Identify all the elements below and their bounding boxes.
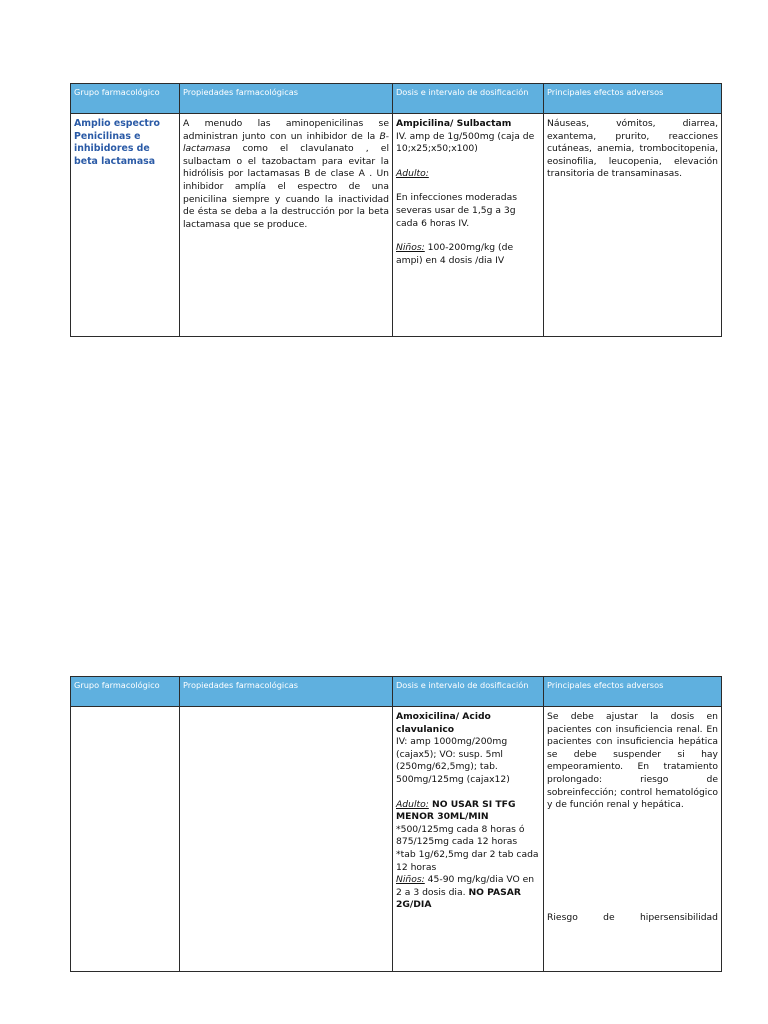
adult-dose-1: *500/125mg cada 8 horas ó 875/125mg cada 12 horas bbox=[396, 823, 525, 848]
cell-dosis bbox=[393, 707, 544, 972]
header-grupo: Grupo farmacológico bbox=[71, 677, 180, 707]
header-grupo: Grupo farmacológico bbox=[71, 84, 180, 114]
cell-grupo bbox=[71, 114, 180, 337]
table-header-row bbox=[71, 677, 722, 707]
kids-warning: NO PASAR 2G/DIA bbox=[396, 886, 521, 911]
drug-table-2 bbox=[70, 676, 722, 972]
adult-label: Adulto: bbox=[396, 798, 429, 810]
efectos-text: Se debe ajustar la dosis en pacientes con insuficiencia renal. En pacientes con insuficiencia hepática se debe suspender si hay empeoramiento. En tratamiento prolongado: riesgo de sobreinfección; control hematológico y de función renal y hepática. bbox=[547, 711, 718, 811]
drug-name: Amoxicilina/ Acido clavulanico bbox=[396, 711, 491, 735]
cell-propiedades bbox=[180, 114, 393, 337]
kids-dose bbox=[396, 874, 540, 912]
adult-dose: En infecciones moderadas severas usar de 1,5g a 3g cada 6 horas IV. bbox=[396, 192, 517, 229]
header-efectos: Principales efectos adversos bbox=[544, 677, 722, 707]
kids-dose-text: 100-200mg/kg (de ampi) en 4 dosis /dia IV bbox=[396, 242, 514, 266]
efectos-text: Náuseas, vómitos, diarrea, exantema, prurito, reacciones cutáneas, anemia, trombocitopenia, eosinofilia, leucopenia, elevación transitoria de transaminasas. bbox=[547, 118, 718, 180]
header-efectos: Principales efectos adversos bbox=[544, 84, 722, 114]
table-row bbox=[71, 114, 722, 337]
kids-label: Niños: bbox=[396, 242, 425, 254]
table-header-row bbox=[71, 84, 722, 114]
drug-table-1 bbox=[70, 83, 722, 337]
adult-warning-text: NO USAR SI TFG MENOR 30ML/MIN bbox=[396, 798, 516, 823]
header-propiedades: Propiedades farmacológicas bbox=[180, 677, 393, 707]
drug-presentation: IV. amp de 1g/500mg (caja de 10;x25;x50;x100) bbox=[396, 130, 535, 155]
cell-propiedades-empty bbox=[180, 707, 393, 972]
drug-name: Ampicilina/ Sulbactam bbox=[396, 118, 512, 129]
cell-grupo-empty bbox=[71, 707, 180, 972]
cell-efectos bbox=[544, 707, 722, 972]
drug-presentation: IV: amp 1000mg/200mg (cajax5); VO: susp. 5ml (250mg/62,5mg); tab. 500mg/125mg (cajax12) bbox=[396, 736, 510, 785]
propiedades-italic: B- lactamasa bbox=[183, 130, 389, 155]
adult-label: Adulto: bbox=[396, 167, 429, 179]
adult-warning bbox=[396, 799, 540, 824]
grupo-label: Amplio espectro Penicilinas e inhibidores de beta lactamasa bbox=[74, 118, 160, 167]
header-dosis: Dosis e intervalo de dosificación bbox=[393, 677, 544, 707]
header-propiedades: Propiedades farmacológicas bbox=[180, 84, 393, 114]
kids-dose bbox=[396, 242, 540, 267]
kids-dose-text: 45-90 mg/kg/dia VO en 2 a 3 dosis dia. bbox=[396, 874, 535, 898]
header-dosis: Dosis e intervalo de dosificación bbox=[393, 84, 544, 114]
efectos-extra: Riesgo de hipersensibilidad bbox=[547, 911, 718, 923]
cell-efectos bbox=[544, 114, 722, 337]
propiedades-part2: como el clavulanato , el sulbactam o el tazobactam para evitar la hidrólisis por lactamasas B de clase A . Un inhibidor amplía el espectro de una penicilina siempre y cuando la inactividad de ésta se deba a la destrucción por la beta lactamasa que se produce. bbox=[183, 143, 389, 230]
kids-label: Niños: bbox=[396, 874, 425, 886]
propiedades-text bbox=[183, 118, 389, 231]
propiedades-part1: A menudo las aminopenicilinas se administran junto con un inhibidor de la bbox=[183, 118, 389, 142]
cell-dosis bbox=[393, 114, 544, 337]
table-row bbox=[71, 707, 722, 972]
adult-dose-2: *tab 1g/62,5mg dar 2 tab cada 12 horas bbox=[396, 848, 539, 873]
